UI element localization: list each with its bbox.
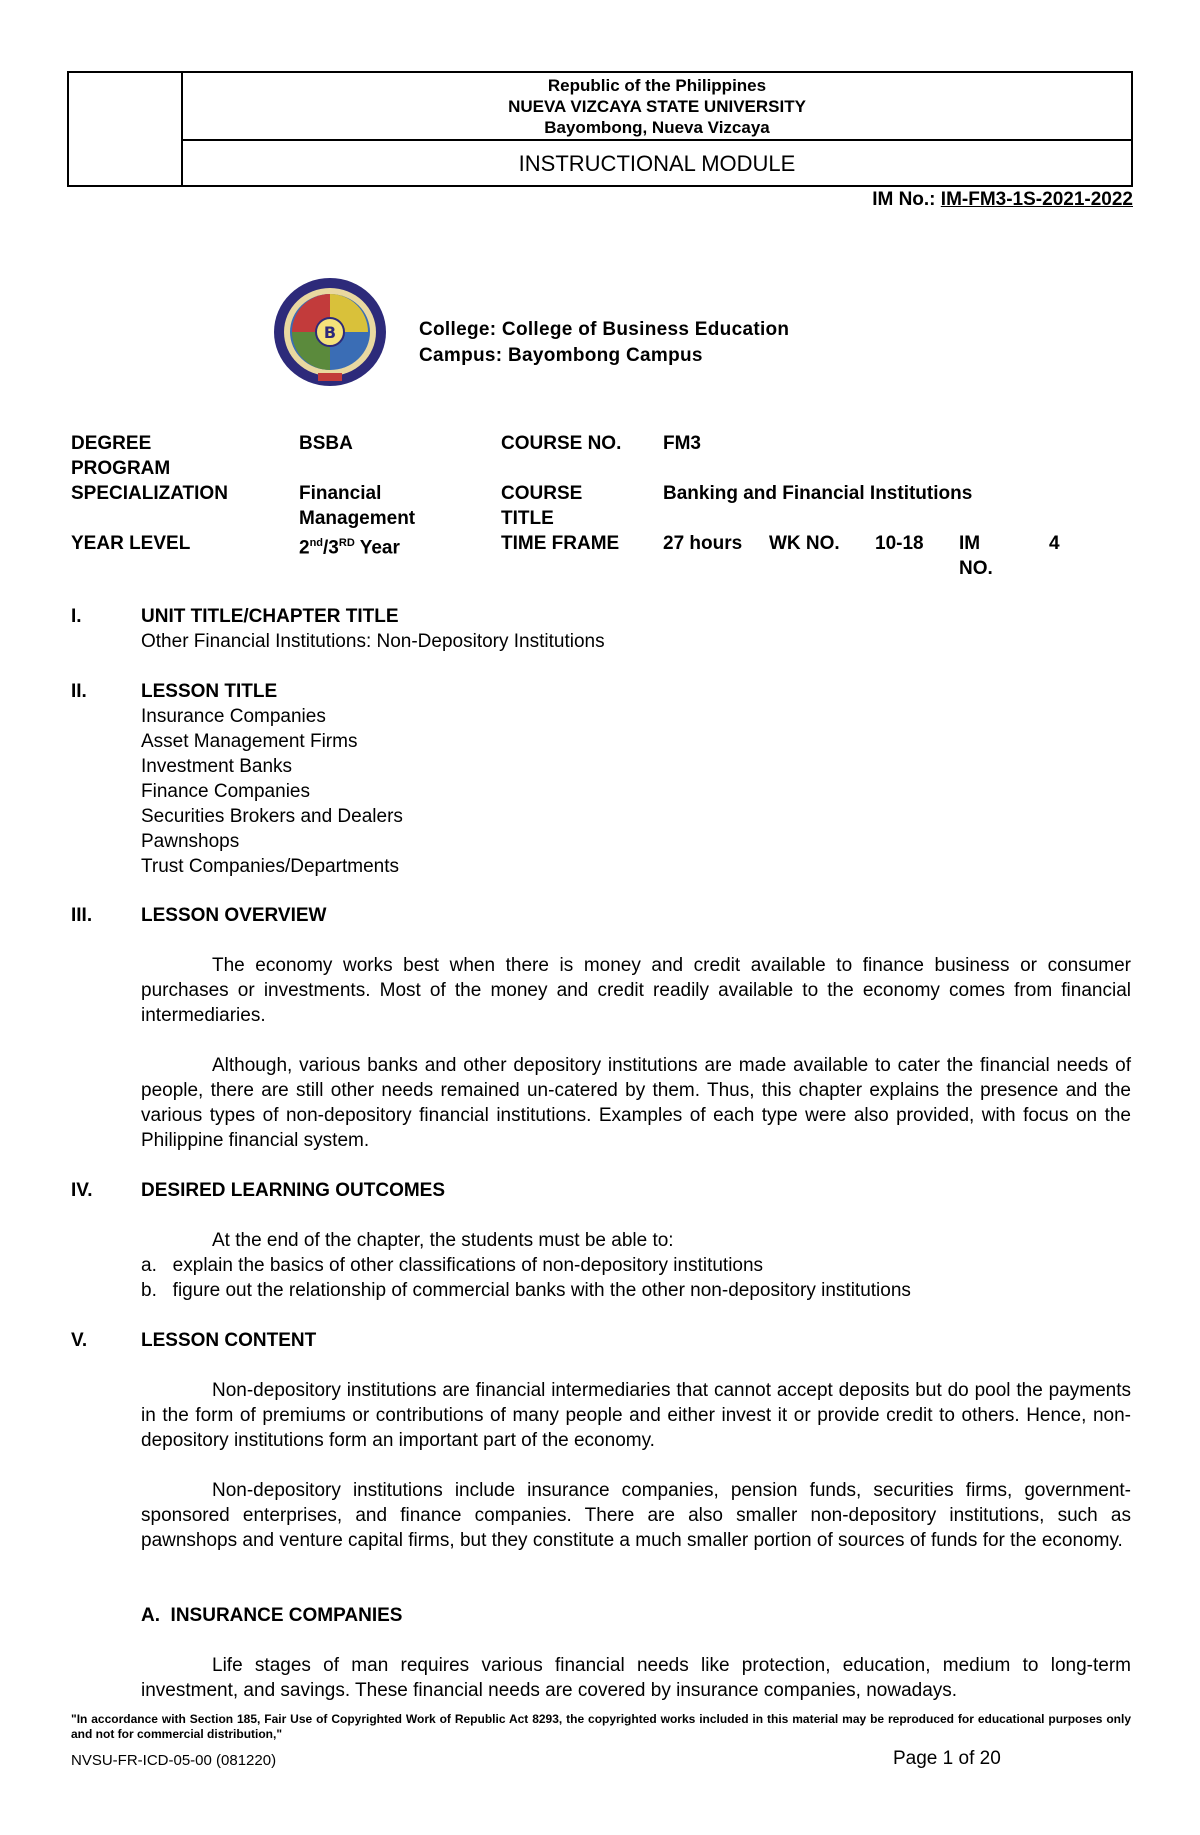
subsection-heading: A. INSURANCE COMPANIES xyxy=(141,1605,403,1626)
year-c: Year xyxy=(354,537,400,559)
unit-title-text: Other Financial Institutions: Non-Depository Institutions xyxy=(141,631,605,652)
course-title-label xyxy=(501,481,661,531)
header-table xyxy=(67,71,1133,187)
degree-label xyxy=(71,431,291,481)
list-item: Insurance Companies xyxy=(141,706,326,727)
degree-label-line2: PROGRAM xyxy=(71,458,171,479)
degree-value: BSBA xyxy=(299,433,353,454)
section-heading: UNIT TITLE/CHAPTER TITLE xyxy=(141,606,399,627)
course-no-label: COURSE NO. xyxy=(501,433,622,454)
section-number: III. xyxy=(71,905,93,926)
list-item: Finance Companies xyxy=(141,781,310,802)
im-no-label xyxy=(959,531,993,581)
im-number-label: IM No.: xyxy=(872,189,936,210)
section-number: I. xyxy=(71,606,82,627)
header-location: Bayombong, Nueva Vizcaya xyxy=(544,118,770,137)
year-b: /3 xyxy=(323,537,339,559)
specialization-label: SPECIALIZATION xyxy=(71,483,228,504)
specialization-value xyxy=(299,481,489,531)
svg-text:B: B xyxy=(323,323,337,342)
im-number-value: IM-FM3-1S-2021-2022 xyxy=(940,189,1133,210)
course-no-value: FM3 xyxy=(663,433,701,454)
im-no-label-line1: IM xyxy=(959,533,981,554)
im-number xyxy=(872,189,1133,211)
header-module-title: INSTRUCTIONAL MODULE xyxy=(518,151,796,176)
list-item: Trust Companies/Departments xyxy=(141,856,400,877)
time-frame-label: TIME FRAME xyxy=(501,533,620,554)
section-heading: LESSON TITLE xyxy=(141,681,278,702)
list-item: Pawnshops xyxy=(141,831,240,852)
content-paragraph-1: Non-depository institutions are financial intermediaries that cannot accept deposits but do pool the payments in the form of premiums or contributions of many people and either invest it or provide credit to others. Hence, non-depository institutions form an important part of the economy. xyxy=(141,1380,1131,1451)
header-university: NUEVA VIZCAYA STATE UNIVERSITY xyxy=(508,97,806,116)
course-title-label-line2: TITLE xyxy=(501,508,554,529)
degree-label-line1: DEGREE xyxy=(71,433,152,454)
section-heading: DESIRED LEARNING OUTCOMES xyxy=(141,1180,446,1201)
form-code: NVSU-FR-ICD-05-00 (081220) xyxy=(71,1752,277,1769)
header-institution xyxy=(183,73,1131,141)
time-frame-value: 27 hours xyxy=(663,533,743,554)
college-name: College: College of Business Education xyxy=(419,319,790,340)
content-paragraph-3: Life stages of man requires various financial needs like protection, education, medium to long-term investment, and savings. These financial needs are covered by insurance companies, nowadays. xyxy=(141,1655,1131,1701)
header-republic: Republic of the Philippines xyxy=(547,76,767,95)
section-number: II. xyxy=(71,681,87,702)
im-no-label-line2: NO. xyxy=(959,558,993,579)
campus-name: Campus: Bayombong Campus xyxy=(419,345,703,366)
section-heading: LESSON OVERVIEW xyxy=(141,905,327,926)
section-number: V. xyxy=(71,1330,88,1351)
section-heading: LESSON CONTENT xyxy=(141,1330,317,1351)
list-item: Asset Management Firms xyxy=(141,731,358,752)
section-number: IV. xyxy=(71,1180,93,1201)
copyright-note: "In accordance with Section 185, Fair Use of Copyrighted Work of Republic Act 8293, the copyrighted works included in this material may be reproduced for educational purposes only and not for commercial distribution," xyxy=(71,1712,1131,1741)
week-no-value: 10-18 xyxy=(875,533,924,554)
outcomes-intro: At the end of the chapter, the students must be able to: xyxy=(212,1230,674,1251)
course-title-value: Banking and Financial Institutions xyxy=(663,483,973,504)
college-info xyxy=(419,317,789,369)
year-level-value xyxy=(299,531,489,560)
overview-paragraph-1: The economy works best when there is money and credit available to finance business or consumer purchases or investments. Most of the money and credit readily available to the economy comes from financial intermediaries. xyxy=(141,955,1131,1026)
course-title-label-line1: COURSE xyxy=(501,483,583,504)
week-no-label: WK NO. xyxy=(769,533,840,554)
im-no-value: 4 xyxy=(1049,533,1060,554)
specialization-value-line2: Management xyxy=(299,508,416,529)
year-a: 2 xyxy=(299,537,310,559)
specialization-value-line1: Financial xyxy=(299,483,382,504)
page-number: Page 1 of 20 xyxy=(893,1748,1001,1769)
list-item: Investment Banks xyxy=(141,756,293,777)
lesson-title-list xyxy=(141,704,1131,879)
year-sup2: RD xyxy=(338,537,355,549)
college-seal-icon xyxy=(270,275,390,390)
overview-paragraph-2: Although, various banks and other depository institutions are made available to cater the financial needs of people, there are still other needs remained un-catered by them. Thus, this chapter explains the presence and the various types of non-depository financial institutions. Examples of each type were also provided, with focus on the Philippine financial system. xyxy=(141,1055,1131,1151)
content-paragraph-2: Non-depository institutions include insurance companies, pension funds, securities firms, government-sponsored enterprises, and finance companies. There are also smaller non-depository institutions, such as pawnshops and venture capital firms, but they constitute a much smaller portion of sources of funds for the economy. xyxy=(141,1480,1131,1551)
year-sup1: nd xyxy=(309,537,324,549)
list-item: Securities Brokers and Dealers xyxy=(141,806,403,827)
year-level-label: YEAR LEVEL xyxy=(71,533,191,554)
header-logo-cell xyxy=(69,73,183,185)
outcome-item: a. explain the basics of other classifications of non-depository institutions xyxy=(141,1255,764,1276)
outcome-item: b. figure out the relationship of commercial banks with the other non-depository institutions xyxy=(141,1280,911,1301)
